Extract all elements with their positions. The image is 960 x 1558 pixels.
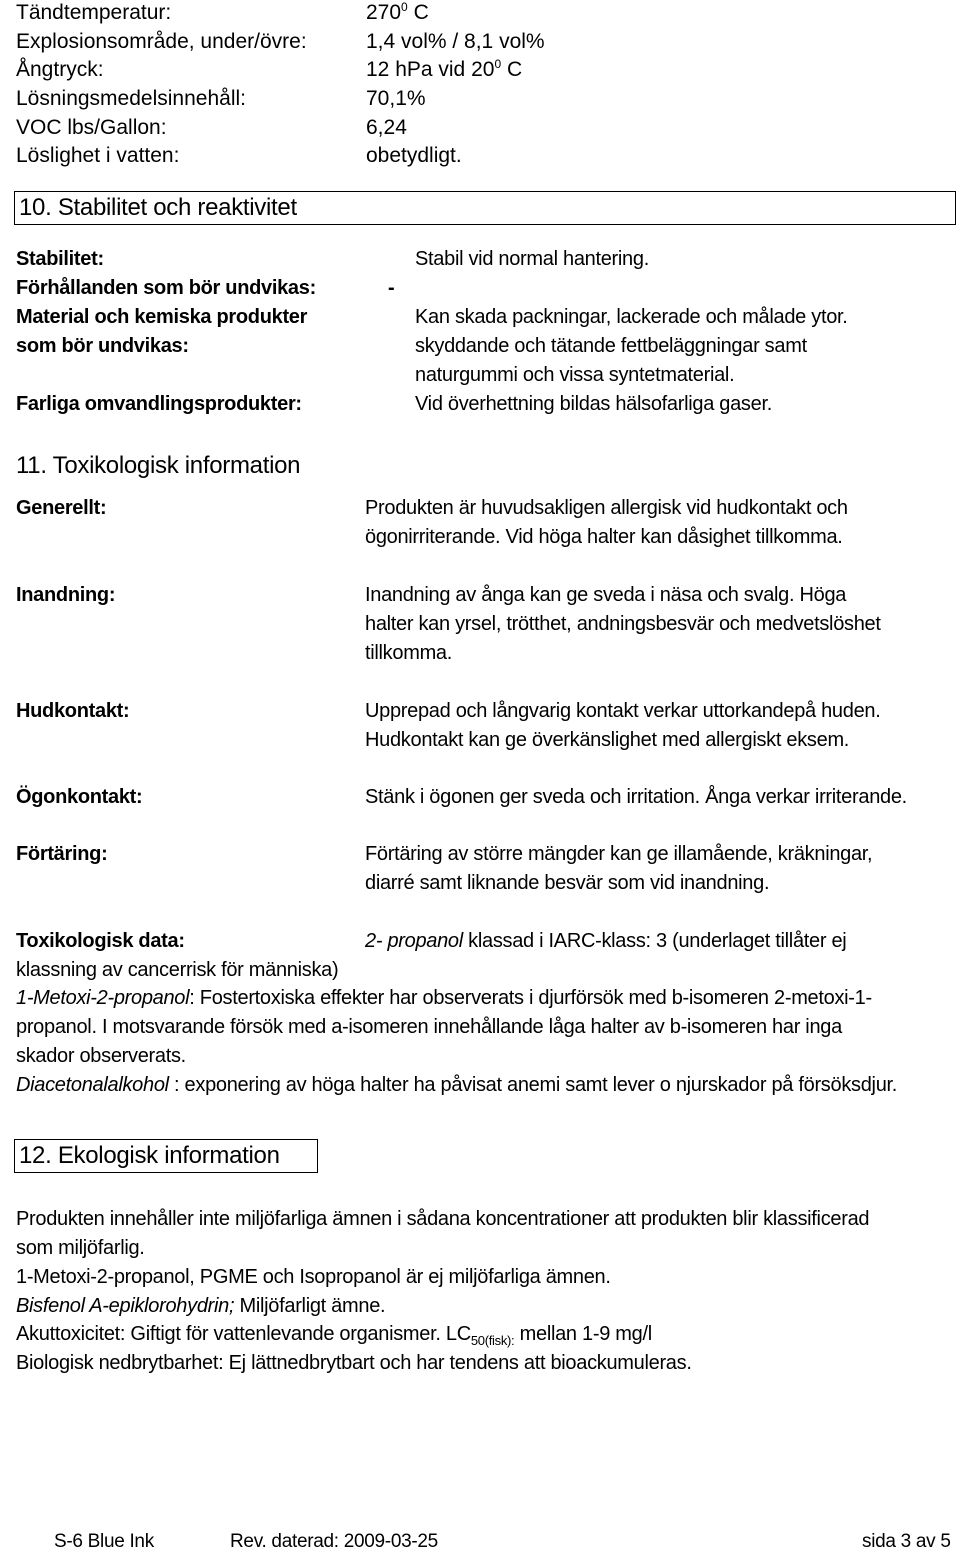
materials-value: Kan skada packningar, lackerade och målade ytor. — [415, 306, 848, 328]
eco-line: Bisfenol A-epiklorohydrin; Miljöfarligt ämne. — [16, 1295, 386, 1317]
ingestion-label: Förtäring: — [16, 843, 108, 865]
tox-data-line: skador observerats. — [16, 1045, 186, 1067]
skin-value: Hudkontakt kan ge överkänslighet med allergiskt eksem. — [365, 729, 850, 751]
skin-value: Upprepad och långvarig kontakt verkar uttorkandepå huden. — [365, 700, 881, 722]
ingestion-value: diarré samt liknande besvär som vid inandning. — [365, 872, 770, 894]
tox-data-line: propanol. I motsvarande försök med a-isomeren innehållande låga halter av b-isomeren har inga — [16, 1016, 842, 1038]
section-10-header — [14, 191, 956, 225]
stability-value: Stabil vid normal hantering. — [415, 248, 649, 270]
prop-label: Tändtemperatur: — [16, 1, 172, 24]
prop-label: VOC lbs/Gallon: — [16, 116, 167, 139]
section-12-title: 12. Ekologisk information — [19, 1142, 280, 1169]
inhalation-value: tillkomma. — [365, 642, 453, 664]
tox-data-line: 2- propanol klassad i IARC-klass: 3 (underlaget tillåter ej — [365, 930, 847, 952]
section-10-title: 10. Stabilitet och reaktivitet — [19, 194, 297, 221]
tox-data-line: 1-Metoxi-2-propanol: Fostertoxiska effekter har observerats i djurförsök med b-isomeren 2-metoxi-1- — [16, 987, 872, 1009]
prop-value: 12 hPa vid $20^0$ C — [366, 57, 523, 81]
eye-label: Ögonkontakt: — [16, 786, 143, 808]
inhalation-value: Inandning av ånga kan ge sveda i näsa och svalg. Höga — [365, 584, 847, 606]
materials-label: Material och kemiska produkter — [16, 306, 308, 328]
materials-value: skyddande och tätande fettbeläggningar samt — [415, 335, 807, 357]
tox-data-label: Toxikologisk data: — [16, 930, 185, 952]
materials-value: naturgummi och vissa syntetmaterial. — [415, 364, 735, 386]
prop-label: Explosionsområde, under/övre: — [16, 30, 307, 53]
prop-value: obetydligt. — [366, 144, 462, 167]
materials-label-cont: som bör undvikas: — [16, 335, 189, 357]
eco-line: 1-Metoxi-2-propanol, PGME och Isopropanol är ej miljöfarliga ämnen. — [16, 1266, 611, 1288]
inhalation-value: halter kan yrsel, trötthet, andningsbesvär och medvetslöshet — [365, 613, 881, 635]
prop-value: 70,1% — [366, 87, 426, 110]
tox-data-line: klassning av cancerrisk för människa) — [16, 959, 339, 981]
prop-label: Lösningsmedelsinnehåll: — [16, 87, 246, 110]
prop-value: 6,24 — [366, 116, 407, 139]
general-value: Produkten är huvudsakligen allergisk vid hudkontakt och — [365, 497, 848, 519]
prop-label: Ångtryck: — [16, 58, 104, 81]
prop-value: 1,4 vol% / 8,1 vol% — [366, 30, 545, 53]
hazardous-value: Vid överhettning bildas hälsofarliga gaser. — [415, 393, 772, 415]
eye-value: Stänk i ögonen ger sveda och irritation. Ånga verkar irriterande. — [365, 786, 907, 808]
hazardous-label: Farliga omvandlingsprodukter: — [16, 393, 302, 415]
footer-page-number: sida 3 av 5 — [862, 1531, 951, 1552]
prop-value: $270^0$ C — [366, 0, 429, 24]
footer-revision-date: Rev. daterad: 2009-03-25 — [230, 1531, 438, 1552]
footer-product: S-6 Blue Ink — [54, 1531, 154, 1552]
conditions-label: Förhållanden som bör undvikas: — [16, 277, 316, 299]
section-11-title: 11. Toxikologisk information — [16, 452, 301, 479]
conditions-value: - — [388, 277, 395, 299]
inhalation-label: Inandning: — [16, 584, 116, 606]
eco-line: Biologisk nedbrytbarhet: Ej lättnedbrytbart och har tendens att bioackumuleras. — [16, 1352, 692, 1374]
prop-label: Löslighet i vatten: — [16, 144, 180, 167]
tox-data-line: Diacetonalalkohol : exponering av höga halter ha påvisat anemi samt lever o njurskador på försöksdjur. — [16, 1074, 898, 1096]
eco-line: Produkten innehåller inte miljöfarliga ämnen i sådana koncentrationer att produkten blir klassificerad — [16, 1208, 870, 1230]
stability-label: Stabilitet: — [16, 248, 104, 270]
general-value: ögonirriterande. Vid höga halter kan dåsighet tillkomma. — [365, 526, 843, 548]
skin-label: Hudkontakt: — [16, 700, 130, 722]
ingestion-value: Förtäring av större mängder kan ge illamående, kräkningar, — [365, 843, 873, 865]
general-label: Generellt: — [16, 497, 107, 519]
eco-line: Akuttoxicitet: Giftigt för vattenlevande organismer. $LC_{50(fisk):}$ mellan 1-9 mg/l — [16, 1323, 652, 1348]
eco-line: som miljöfarlig. — [16, 1237, 145, 1259]
section-12-header — [14, 1139, 318, 1173]
